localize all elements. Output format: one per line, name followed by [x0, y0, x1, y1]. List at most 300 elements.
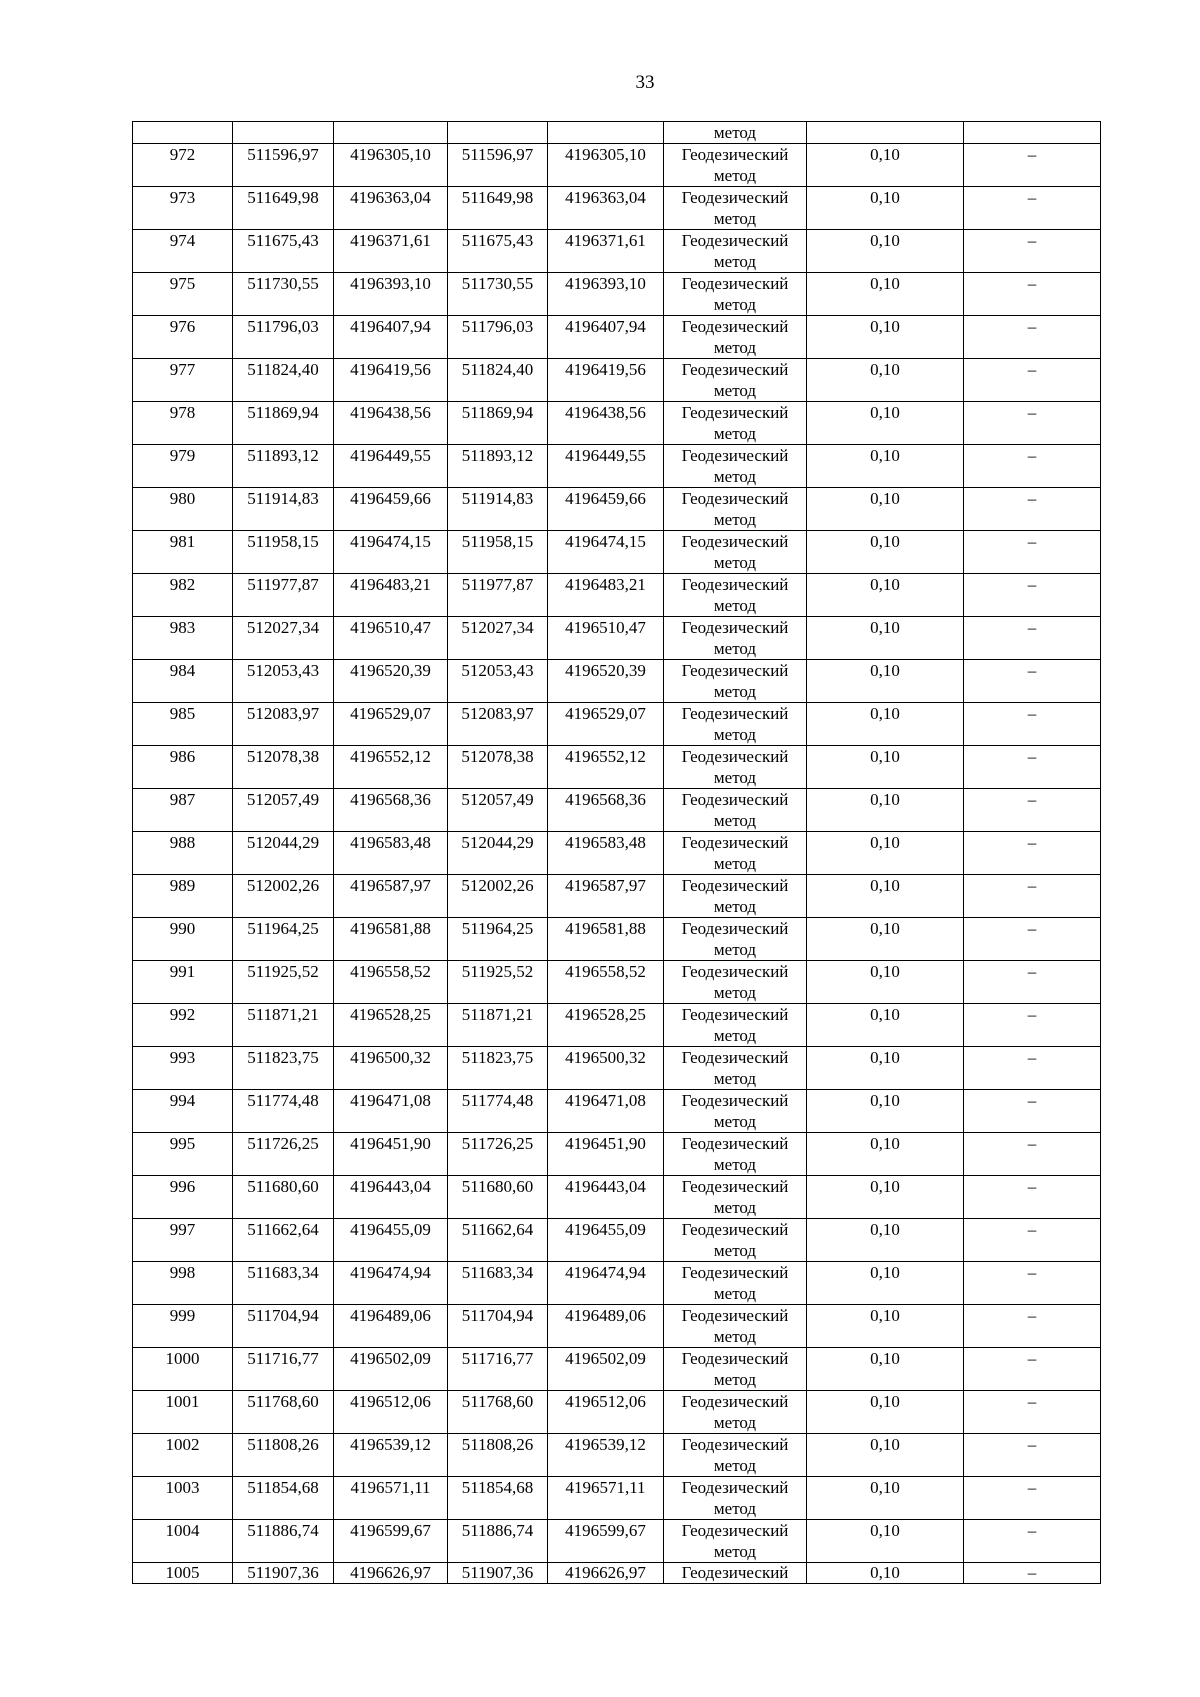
method-line-1: Геодезический	[681, 1435, 789, 1454]
method-cell	[664, 144, 807, 187]
method-cell	[664, 1176, 807, 1219]
description-cell: –	[964, 488, 1101, 531]
method-cell	[664, 1090, 807, 1133]
accuracy-cell: 0,10	[807, 488, 964, 531]
accuracy-cell: 0,10	[807, 1004, 964, 1047]
method-line-1: Геодезический	[681, 1177, 789, 1196]
table-row	[133, 1348, 1101, 1391]
point-number-cell: 998	[133, 1262, 233, 1305]
x-new-cell: 511774,48	[448, 1090, 548, 1133]
method-line-2: метод	[713, 725, 757, 744]
accuracy-cell: 0,10	[807, 1305, 964, 1348]
x-new-cell: 511704,94	[448, 1305, 548, 1348]
table-row	[133, 660, 1101, 703]
method-cell: Геодезический	[664, 1563, 807, 1584]
method-cell	[664, 961, 807, 1004]
method-line-2: метод	[713, 854, 757, 873]
y-old-cell: 4196552,12	[334, 746, 448, 789]
method-line-2: метод	[713, 1069, 757, 1088]
x-new-cell: 511869,94	[448, 402, 548, 445]
x-new-cell: 511871,21	[448, 1004, 548, 1047]
accuracy-cell: 0,10	[807, 789, 964, 832]
accuracy-cell: 0,10	[807, 1348, 964, 1391]
x-old-cell: 512053,43	[233, 660, 334, 703]
description-cell: –	[964, 1090, 1101, 1133]
x-new-cell: 511716,77	[448, 1348, 548, 1391]
method-cell	[664, 875, 807, 918]
x-new-cell: 511958,15	[448, 531, 548, 574]
y-old-cell: 4196502,09	[334, 1348, 448, 1391]
y-new-cell: 4196443,04	[548, 1176, 664, 1219]
method-line-2: метод	[713, 553, 757, 572]
y-old-cell: 4196528,25	[334, 1004, 448, 1047]
method-cell	[664, 488, 807, 531]
description-cell: –	[964, 918, 1101, 961]
point-number-cell: 984	[133, 660, 233, 703]
y-new-cell: 4196552,12	[548, 746, 664, 789]
x-old-cell: 511824,40	[233, 359, 334, 402]
description-cell: –	[964, 1477, 1101, 1520]
table-row	[133, 1176, 1101, 1219]
y-old-cell: 4196512,06	[334, 1391, 448, 1434]
point-number-cell: 992	[133, 1004, 233, 1047]
y-new-cell: 4196371,61	[548, 230, 664, 273]
x-new-cell: 511596,97	[448, 144, 548, 187]
x-old-cell: 511977,87	[233, 574, 334, 617]
x-old-cell: 511808,26	[233, 1434, 334, 1477]
method-line-2: метод	[713, 1026, 757, 1045]
x-old-cell: 512044,29	[233, 832, 334, 875]
table-cell	[233, 122, 334, 144]
method-line-2: метод	[713, 940, 757, 959]
y-old-cell: 4196443,04	[334, 1176, 448, 1219]
description-cell: –	[964, 1348, 1101, 1391]
point-number-cell: 973	[133, 187, 233, 230]
method-line-1: Геодезический	[681, 790, 789, 809]
table-cell	[548, 122, 664, 144]
x-new-cell: 511768,60	[448, 1391, 548, 1434]
x-old-cell: 511886,74	[233, 1520, 334, 1563]
point-number-cell: 1002	[133, 1434, 233, 1477]
x-old-cell: 511680,60	[233, 1176, 334, 1219]
y-new-cell: 4196500,32	[548, 1047, 664, 1090]
method-cell	[664, 789, 807, 832]
accuracy-cell: 0,10	[807, 1434, 964, 1477]
y-old-cell: 4196455,09	[334, 1219, 448, 1262]
accuracy-cell: 0,10	[807, 1219, 964, 1262]
method-cell	[664, 1391, 807, 1434]
method-cell	[664, 703, 807, 746]
y-new-cell: 4196599,67	[548, 1520, 664, 1563]
x-old-cell: 511704,94	[233, 1305, 334, 1348]
x-old-cell: 512057,49	[233, 789, 334, 832]
accuracy-cell: 0,10	[807, 316, 964, 359]
point-number-cell: 987	[133, 789, 233, 832]
y-new-cell: 4196363,04	[548, 187, 664, 230]
x-new-cell: 511914,83	[448, 488, 548, 531]
y-old-cell: 4196474,94	[334, 1262, 448, 1305]
table-row	[133, 1262, 1101, 1305]
x-new-cell: 511796,03	[448, 316, 548, 359]
method-line-1: Геодезический	[681, 1349, 789, 1368]
accuracy-cell: 0,10	[807, 617, 964, 660]
method-line-1: Геодезический	[681, 962, 789, 981]
method-line-2: метод	[713, 768, 757, 787]
accuracy-cell: 0,10	[807, 144, 964, 187]
description-cell: –	[964, 660, 1101, 703]
table-row	[133, 1047, 1101, 1090]
point-number-cell: 991	[133, 961, 233, 1004]
x-new-cell: 511907,36	[448, 1563, 548, 1584]
accuracy-cell: 0,10	[807, 1090, 964, 1133]
method-line-1: Геодезический	[681, 1220, 789, 1239]
y-old-cell: 4196583,48	[334, 832, 448, 875]
accuracy-cell: 0,10	[807, 660, 964, 703]
table-row	[133, 402, 1101, 445]
table-row	[133, 574, 1101, 617]
method-line-1: Геодезический	[681, 360, 789, 379]
point-number-cell: 999	[133, 1305, 233, 1348]
y-new-cell: 4196568,36	[548, 789, 664, 832]
x-old-cell: 511893,12	[233, 445, 334, 488]
y-old-cell: 4196489,06	[334, 1305, 448, 1348]
x-old-cell: 511730,55	[233, 273, 334, 316]
x-new-cell: 511824,40	[448, 359, 548, 402]
x-new-cell: 511680,60	[448, 1176, 548, 1219]
y-new-cell: 4196474,94	[548, 1262, 664, 1305]
method-line-1: Геодезический	[681, 618, 789, 637]
y-new-cell: 4196483,21	[548, 574, 664, 617]
method-cell	[664, 1348, 807, 1391]
y-old-cell: 4196587,97	[334, 875, 448, 918]
y-old-cell: 4196371,61	[334, 230, 448, 273]
point-number-cell: 972	[133, 144, 233, 187]
method-line-1: Геодезический	[681, 188, 789, 207]
accuracy-cell: 0,10	[807, 402, 964, 445]
point-number-cell: 980	[133, 488, 233, 531]
x-old-cell: 511796,03	[233, 316, 334, 359]
method-line-2: метод	[713, 1112, 757, 1131]
x-new-cell: 512078,38	[448, 746, 548, 789]
method-line-1: Геодезический	[681, 231, 789, 250]
method-cell	[664, 617, 807, 660]
point-number-cell: 983	[133, 617, 233, 660]
description-cell: –	[964, 703, 1101, 746]
y-old-cell: 4196471,08	[334, 1090, 448, 1133]
method-line-2: метод	[713, 1241, 757, 1260]
x-old-cell: 512027,34	[233, 617, 334, 660]
accuracy-cell: 0,10	[807, 531, 964, 574]
y-old-cell: 4196407,94	[334, 316, 448, 359]
table-row	[133, 187, 1101, 230]
accuracy-cell: 0,10	[807, 1133, 964, 1176]
method-line-1: Геодезический	[681, 661, 789, 680]
description-cell: –	[964, 402, 1101, 445]
method-line-1: Геодезический	[681, 489, 789, 508]
description-cell: –	[964, 445, 1101, 488]
y-old-cell: 4196581,88	[334, 918, 448, 961]
y-old-cell: 4196483,21	[334, 574, 448, 617]
description-cell: –	[964, 273, 1101, 316]
point-number-cell: 997	[133, 1219, 233, 1262]
x-old-cell: 511823,75	[233, 1047, 334, 1090]
x-old-cell: 511726,25	[233, 1133, 334, 1176]
x-new-cell: 511730,55	[448, 273, 548, 316]
accuracy-cell: 0,10	[807, 1520, 964, 1563]
description-cell: –	[964, 789, 1101, 832]
method-cell	[664, 402, 807, 445]
x-old-cell: 511869,94	[233, 402, 334, 445]
y-new-cell: 4196512,06	[548, 1391, 664, 1434]
method-line-1: Геодезический	[681, 747, 789, 766]
method-line-1: Геодезический	[681, 1263, 789, 1282]
method-line-2: метод	[713, 983, 757, 1002]
page-number: 33	[635, 72, 655, 93]
y-new-cell: 4196393,10	[548, 273, 664, 316]
table-cell	[964, 122, 1101, 144]
x-new-cell: 512044,29	[448, 832, 548, 875]
y-old-cell: 4196529,07	[334, 703, 448, 746]
method-line-1: Геодезический	[681, 403, 789, 422]
x-old-cell: 511925,52	[233, 961, 334, 1004]
accuracy-cell: 0,10	[807, 1563, 964, 1584]
y-old-cell: 4196419,56	[334, 359, 448, 402]
table-row	[133, 789, 1101, 832]
point-number-cell: 976	[133, 316, 233, 359]
accuracy-cell: 0,10	[807, 918, 964, 961]
y-new-cell: 4196474,15	[548, 531, 664, 574]
x-new-cell: 512002,26	[448, 875, 548, 918]
x-new-cell: 512083,97	[448, 703, 548, 746]
point-number-cell: 993	[133, 1047, 233, 1090]
point-number-cell: 981	[133, 531, 233, 574]
x-new-cell: 511662,64	[448, 1219, 548, 1262]
y-new-cell: 4196449,55	[548, 445, 664, 488]
method-cell	[664, 316, 807, 359]
method-line-2: метод	[713, 639, 757, 658]
x-old-cell: 511871,21	[233, 1004, 334, 1047]
y-old-cell: 4196451,90	[334, 1133, 448, 1176]
method-line-1: Геодезический	[681, 317, 789, 336]
x-new-cell: 511726,25	[448, 1133, 548, 1176]
accuracy-cell: 0,10	[807, 1391, 964, 1434]
x-new-cell: 511893,12	[448, 445, 548, 488]
x-new-cell: 511977,87	[448, 574, 548, 617]
x-old-cell: 511914,83	[233, 488, 334, 531]
method-line-2: метод	[713, 1284, 757, 1303]
method-line-1: Геодезический	[681, 145, 789, 164]
accuracy-cell: 0,10	[807, 1176, 964, 1219]
y-new-cell: 4196459,66	[548, 488, 664, 531]
method-cell	[664, 531, 807, 574]
method-line-2: метод	[713, 209, 757, 228]
y-new-cell: 4196520,39	[548, 660, 664, 703]
point-number-cell: 1005	[133, 1563, 233, 1584]
x-new-cell: 511649,98	[448, 187, 548, 230]
x-new-cell: 511683,34	[448, 1262, 548, 1305]
table-row	[133, 316, 1101, 359]
point-number-cell: 974	[133, 230, 233, 273]
x-old-cell: 511958,15	[233, 531, 334, 574]
x-new-cell: 511808,26	[448, 1434, 548, 1477]
y-new-cell: 4196471,08	[548, 1090, 664, 1133]
accuracy-cell: 0,10	[807, 961, 964, 1004]
y-old-cell: 4196558,52	[334, 961, 448, 1004]
description-cell: –	[964, 1262, 1101, 1305]
method-line-1: Геодезический	[681, 704, 789, 723]
y-new-cell: 4196510,47	[548, 617, 664, 660]
description-cell: –	[964, 359, 1101, 402]
x-old-cell: 511716,77	[233, 1348, 334, 1391]
x-old-cell: 511675,43	[233, 230, 334, 273]
table-cell-method: метод	[664, 122, 807, 144]
method-line-2: метод	[713, 596, 757, 615]
y-old-cell: 4196393,10	[334, 273, 448, 316]
method-cell	[664, 574, 807, 617]
table-row	[133, 488, 1101, 531]
method-line-1: Геодезический	[681, 1521, 789, 1540]
x-new-cell: 511675,43	[448, 230, 548, 273]
y-old-cell: 4196459,66	[334, 488, 448, 531]
method-cell	[664, 1434, 807, 1477]
description-cell: –	[964, 1004, 1101, 1047]
description-cell: –	[964, 1305, 1101, 1348]
y-old-cell: 4196599,67	[334, 1520, 448, 1563]
accuracy-cell: 0,10	[807, 359, 964, 402]
accuracy-cell: 0,10	[807, 187, 964, 230]
method-cell	[664, 187, 807, 230]
description-cell: –	[964, 187, 1101, 230]
method-line-2: метод	[713, 1499, 757, 1518]
x-new-cell: 511854,68	[448, 1477, 548, 1520]
method-line-2: метод	[713, 510, 757, 529]
method-line-2: метод	[713, 467, 757, 486]
point-number-cell: 979	[133, 445, 233, 488]
accuracy-cell: 0,10	[807, 273, 964, 316]
method-cell	[664, 1477, 807, 1520]
x-new-cell: 512053,43	[448, 660, 548, 703]
y-old-cell: 4196363,04	[334, 187, 448, 230]
method-line-2: метод	[713, 381, 757, 400]
x-new-cell: 511925,52	[448, 961, 548, 1004]
table-row	[133, 445, 1101, 488]
x-new-cell: 511823,75	[448, 1047, 548, 1090]
method-cell	[664, 746, 807, 789]
method-line-1: Геодезический	[681, 833, 789, 852]
method-line-2: метод	[713, 252, 757, 271]
accuracy-cell: 0,10	[807, 230, 964, 273]
method-cell	[664, 918, 807, 961]
method-line-2: метод	[713, 897, 757, 916]
x-new-cell: 512027,34	[448, 617, 548, 660]
y-new-cell: 4196587,97	[548, 875, 664, 918]
method-line-2: метод	[713, 1198, 757, 1217]
method-cell	[664, 1262, 807, 1305]
x-old-cell: 511662,64	[233, 1219, 334, 1262]
description-cell: –	[964, 875, 1101, 918]
table-row	[133, 617, 1101, 660]
point-number-cell: 977	[133, 359, 233, 402]
table-row	[133, 144, 1101, 187]
description-cell: –	[964, 617, 1101, 660]
x-old-cell: 512083,97	[233, 703, 334, 746]
table-row	[133, 875, 1101, 918]
point-number-cell: 985	[133, 703, 233, 746]
accuracy-cell: 0,10	[807, 875, 964, 918]
table-row	[133, 1520, 1101, 1563]
method-line-1: Геодезический	[681, 446, 789, 465]
method-cell	[664, 1219, 807, 1262]
method-cell	[664, 230, 807, 273]
y-old-cell: 4196438,56	[334, 402, 448, 445]
x-old-cell: 511774,48	[233, 1090, 334, 1133]
y-old-cell: 4196510,47	[334, 617, 448, 660]
description-cell: –	[964, 1047, 1101, 1090]
x-old-cell: 511649,98	[233, 187, 334, 230]
description-cell: –	[964, 832, 1101, 875]
table-row	[133, 961, 1101, 1004]
y-new-cell: 4196539,12	[548, 1434, 664, 1477]
method-cell	[664, 1133, 807, 1176]
y-old-cell: 4196449,55	[334, 445, 448, 488]
point-number-cell: 995	[133, 1133, 233, 1176]
method-line-1: Геодезический	[681, 1005, 789, 1024]
y-new-cell: 4196558,52	[548, 961, 664, 1004]
point-number-cell: 978	[133, 402, 233, 445]
method-line-1: Геодезический	[681, 876, 789, 895]
table-row	[133, 1004, 1101, 1047]
table-row	[133, 531, 1101, 574]
method-line-1: Геодезический	[681, 532, 789, 551]
table-row	[133, 1133, 1101, 1176]
x-new-cell: 511964,25	[448, 918, 548, 961]
point-number-cell: 990	[133, 918, 233, 961]
y-old-cell: 4196626,97	[334, 1563, 448, 1584]
method-line-1: Геодезический	[681, 575, 789, 594]
description-cell: –	[964, 144, 1101, 187]
method-line-2: метод	[713, 424, 757, 443]
y-new-cell: 4196489,06	[548, 1305, 664, 1348]
method-cell	[664, 359, 807, 402]
y-new-cell: 4196528,25	[548, 1004, 664, 1047]
y-old-cell: 4196571,11	[334, 1477, 448, 1520]
table-row	[133, 832, 1101, 875]
method-cell	[664, 1047, 807, 1090]
x-old-cell: 512078,38	[233, 746, 334, 789]
x-old-cell: 512002,26	[233, 875, 334, 918]
point-number-cell: 988	[133, 832, 233, 875]
description-cell: –	[964, 1563, 1101, 1584]
y-old-cell: 4196305,10	[334, 144, 448, 187]
accuracy-cell: 0,10	[807, 1262, 964, 1305]
x-old-cell: 511907,36	[233, 1563, 334, 1584]
table-row	[133, 1090, 1101, 1133]
method-cell	[664, 273, 807, 316]
x-new-cell: 511886,74	[448, 1520, 548, 1563]
table-row	[133, 746, 1101, 789]
table-row	[133, 1477, 1101, 1520]
description-cell: –	[964, 1176, 1101, 1219]
method-line-1: Геодезический	[681, 1091, 789, 1110]
y-new-cell: 4196419,56	[548, 359, 664, 402]
table-cell	[448, 122, 548, 144]
x-old-cell: 511596,97	[233, 144, 334, 187]
description-cell: –	[964, 1434, 1101, 1477]
x-old-cell: 511964,25	[233, 918, 334, 961]
accuracy-cell: 0,10	[807, 445, 964, 488]
description-cell: –	[964, 230, 1101, 273]
method-cell	[664, 445, 807, 488]
